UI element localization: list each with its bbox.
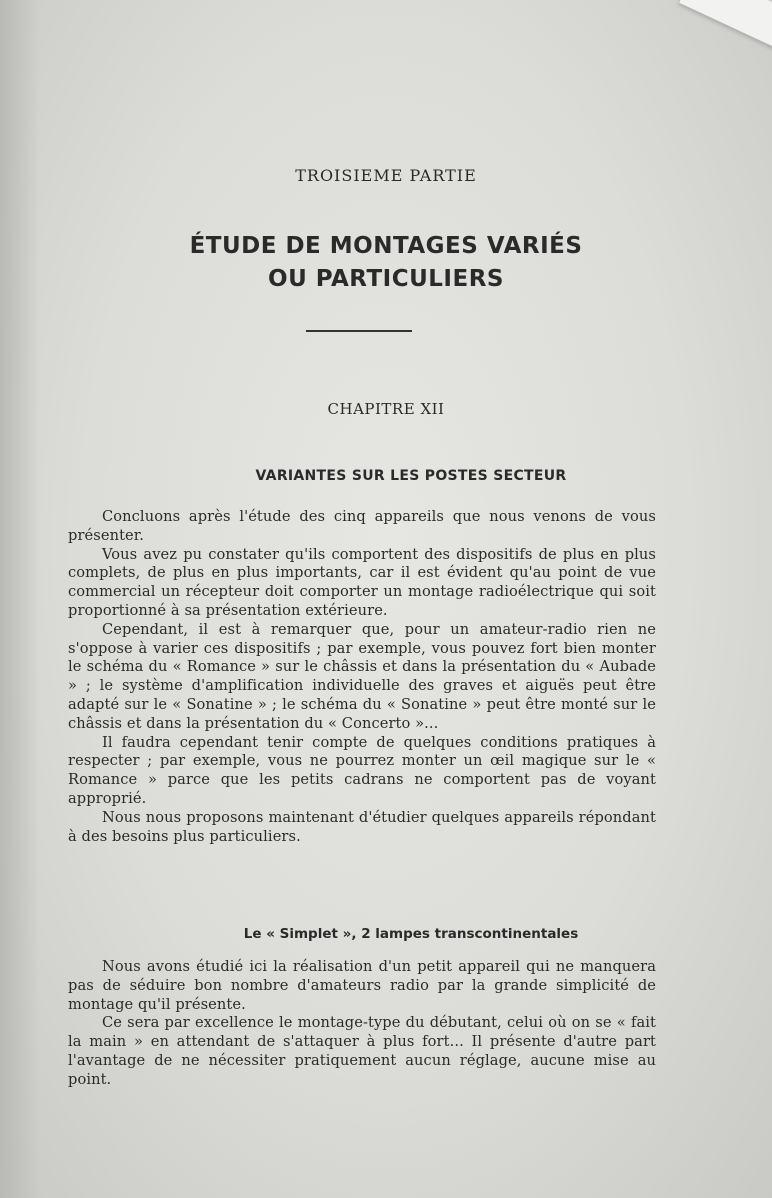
paragraph: Il faudra cependant tenir compte de quelques conditions pratiques à respecter ; par exemple, vous ne pourrez monter un œil magique sur le « Romance » parce que les petits cadrans ne comportent pas de voyant approprié. (68, 733, 656, 807)
paragraph: Ce sera par excellence le montage-type du débutant, celui où on se « fait la main » en attendant de s'attaquer à plus fort... Il présente d'autre part l'avantage de ne nécessiter pratiquement aucun réglage, aucune mise au point. (68, 1014, 656, 1088)
paragraph: Cependant, il est à remarquer que, pour un amateur-radio rien ne s'oppose à varier ces dispositifs ; par exemple, vous pouvez fort bien monter le schéma du « Romance » sur le châssis et dans la présentation du « Aubade » ; le système d'amplification individuelle des graves et aiguës peut être adapté sur le « Sonatine » ; le schéma du « Sonatine » peut être monté sur le châssis et dans la présentation du « Concerto »... (68, 620, 656, 732)
main-title (0, 230, 772, 296)
main-title-line2: OU PARTICULIERS (268, 266, 504, 292)
page-corner-fold (679, 0, 772, 53)
chapter-body (68, 508, 656, 846)
chapter-title: VARIANTES SUR LES POSTES SECTEUR (255, 468, 567, 484)
title-divider (306, 330, 412, 332)
paragraph: Concluons après l'étude des cinq appareils que nous venons de vous présenter. (68, 508, 656, 544)
part-label: TROISIEME PARTIE (295, 166, 477, 185)
paragraph: Nous avons étudié ici la réalisation d'un petit appareil qui ne manquera pas de séduire bon nombre d'amateurs radio par la grande simplicité de montage qu'il présente. (68, 958, 656, 1013)
chapter-label: CHAPITRE XII (327, 400, 445, 418)
paragraph: Nous nous proposons maintenant d'étudier quelques appareils répondant à des besoins plus particuliers. (68, 808, 656, 845)
section-body (68, 958, 656, 1090)
section-title: Le « Simplet », 2 lampes transcontinentales (243, 926, 579, 942)
main-title-line1: ÉTUDE DE MONTAGES VARIÉS (189, 233, 583, 259)
paragraph: Vous avez pu constater qu'ils comportent des dispositifs de plus en plus complets, de plus en plus importants, car il est évident qu'au point de vue commercial un récepteur doit comporter un montage radioélectrique qui soit proportionné à sa présentation extérieure. (68, 545, 656, 619)
